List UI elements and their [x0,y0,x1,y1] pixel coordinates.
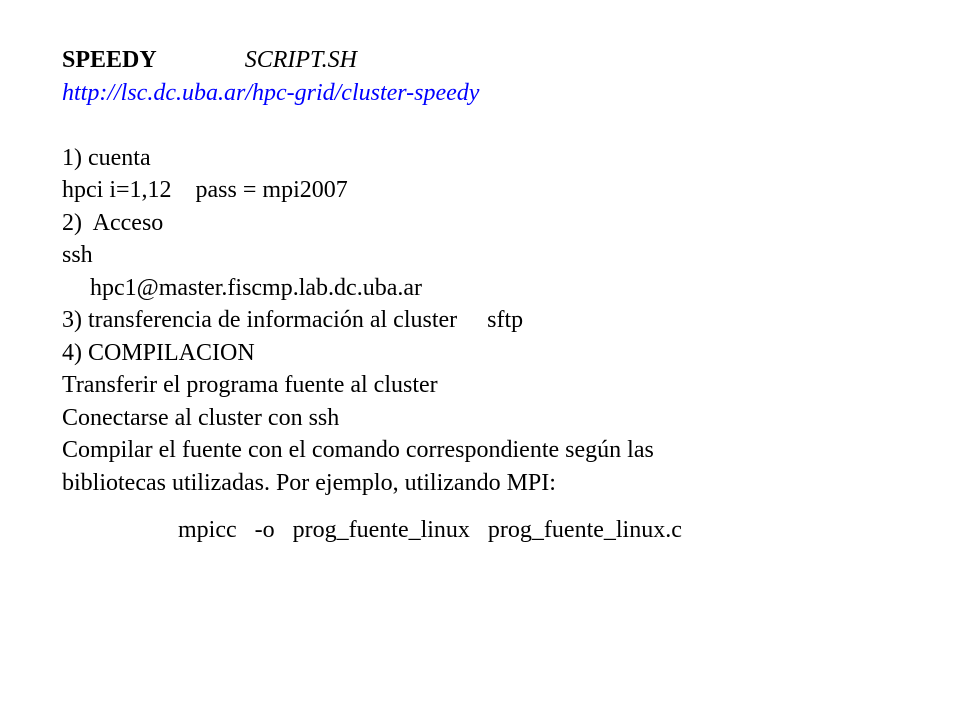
spacer [62,109,922,142]
compile-command: mpicc -o prog_fuente_linux prog_fuente_linux.c [178,517,682,543]
cuenta-heading: 1) cuenta [62,144,151,171]
cuenta-row [62,174,922,207]
transfer-row [62,304,922,337]
compile-step-3a: Compilar el fuente con el comando correspondiente según las [62,437,654,463]
cluster-link[interactable]: http://lsc.dc.uba.ar/hpc-grid/cluster-speedy [62,79,480,106]
slide-content [62,44,922,547]
title-heading: SPEEDY [62,47,157,73]
compile-heading: 4) COMPILACION [62,339,255,366]
transfer-text: 3) transferencia de información al cluster [62,307,458,333]
cuenta-pass: pass = mpi2007 [195,177,348,203]
cuenta-user: hpci i=1,12 [62,177,172,203]
acceso-heading: 2) Acceso [62,209,164,236]
compile-step-2: Conectarse al cluster con ssh [62,404,340,431]
compile-step-1: Transferir el programa fuente al cluster [62,372,438,398]
transfer-tool: sftp [487,307,524,333]
compile-step-3b: bibliotecas utilizadas. Por ejemplo, utilizando MPI: [62,469,556,496]
title-row [62,44,922,77]
title-script: SCRIPT.SH [244,47,357,73]
acceso-host: hpc1@master.fiscmp.lab.dc.uba.ar [90,274,422,301]
acceso-cmd: ssh [62,242,93,268]
